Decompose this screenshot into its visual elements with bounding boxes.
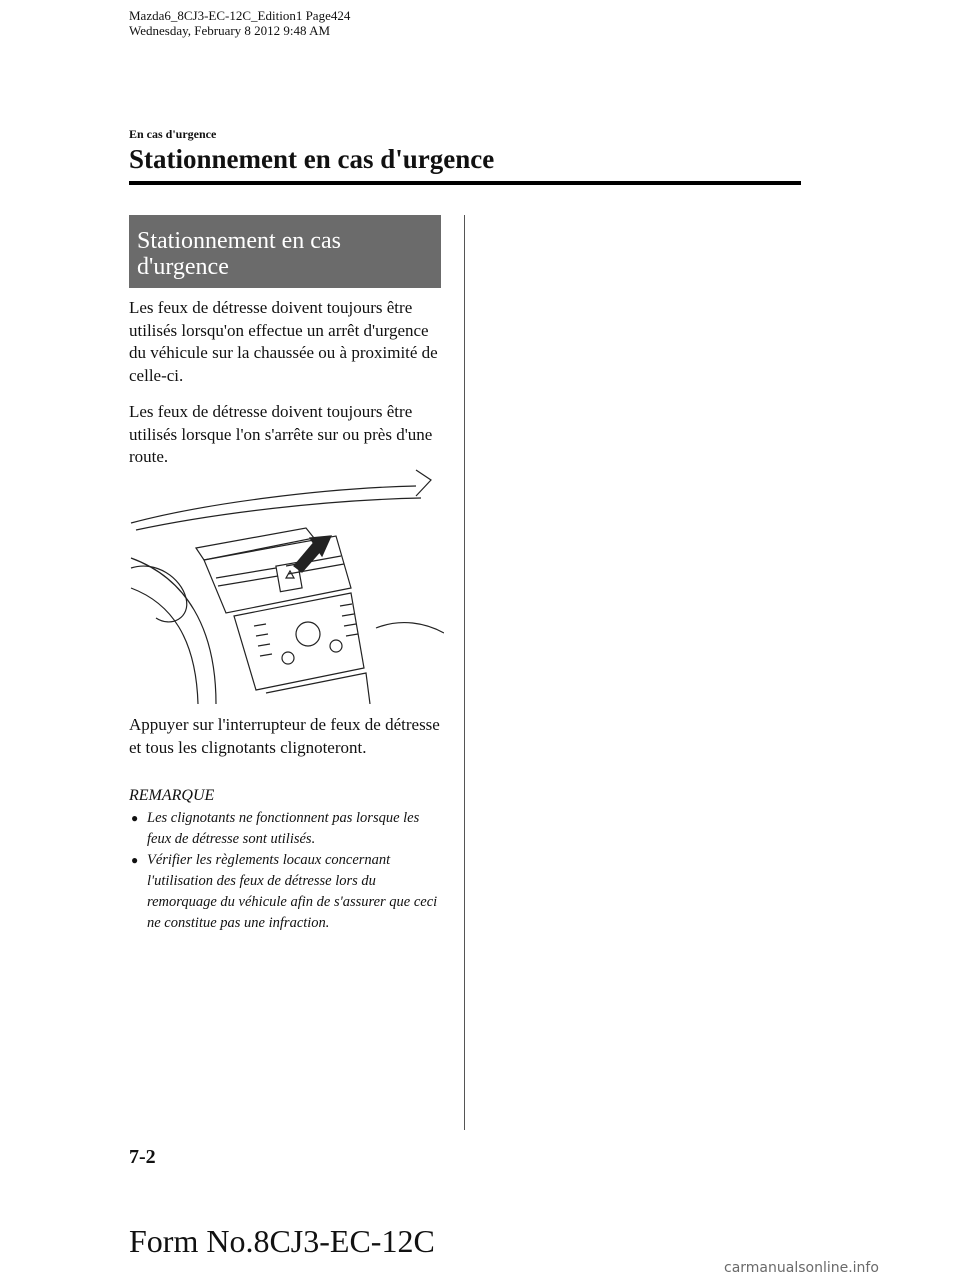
print-metadata (129, 8, 350, 38)
console-buttons (254, 604, 358, 656)
column-divider (464, 215, 465, 1130)
print-meta-line2: Wednesday, February 8 2012 9:48 AM (129, 23, 331, 38)
hazard-triangle-icon (286, 571, 294, 578)
steering-wheel-inner (131, 588, 198, 704)
upper-vent (196, 528, 314, 560)
section-heading-line2: d'urgence (137, 254, 229, 280)
audio-knob (296, 622, 320, 646)
note-list (129, 808, 443, 934)
vent-slats (216, 556, 344, 586)
right-dash-contour (376, 623, 444, 633)
title-rule (129, 181, 801, 185)
section-label: En cas d'urgence (129, 127, 217, 141)
paragraph-2: Les feux de détresse doivent toujours être utilisés lorsque l'on s'arrête sur ou près d'une route. (129, 402, 433, 466)
small-knob-left (282, 652, 294, 664)
chapter-title: Stationnement en cas d'urgence (129, 144, 495, 174)
note-text: Les clignotants ne fonctionnent pas lorsque les feux de détresse sont utilisés. (147, 810, 420, 847)
section-heading-box (129, 215, 441, 288)
paragraph-1: Les feux de détresse doivent toujours être utilisés lorsqu'on effectue un arrêt d'urgence du véhicule sur la chaussée ou à proximité de celle-ci. (129, 298, 438, 385)
note-label: REMARQUE (129, 787, 215, 804)
note-text: Vérifier les règlements locaux concernant l'utilisation des feux de détresse lors du remorquage du véhicule afin de s'assurer que ceci ne constitue pas une infraction. (147, 852, 438, 931)
dash-top-line (131, 486, 416, 523)
dashboard-hazard-switch-figure (126, 468, 444, 704)
paragraph-3: Appuyer sur l'interrupteur de feux de détresse et tous les clignotants clignoteront. (129, 715, 440, 757)
bullet-icon: ● (131, 853, 139, 867)
section-heading-line1: Stationnement en cas (137, 228, 341, 254)
form-number: Form No.8CJ3-EC-12C (129, 1223, 435, 1259)
print-meta-line1: Mazda6_8CJ3-EC-12C_Edition1 Page424 (129, 8, 351, 23)
note-item (129, 850, 443, 934)
note-item (129, 808, 443, 850)
dash-top-line-2 (136, 498, 421, 530)
watermark: carmanualsonline.info (724, 1260, 879, 1276)
instrument-cluster (131, 566, 187, 622)
small-knob-right (330, 640, 342, 652)
page-number: 7-2 (129, 1146, 156, 1168)
windshield-edge (416, 470, 431, 496)
bullet-icon: ● (131, 811, 139, 825)
steering-wheel-outer (131, 558, 216, 704)
